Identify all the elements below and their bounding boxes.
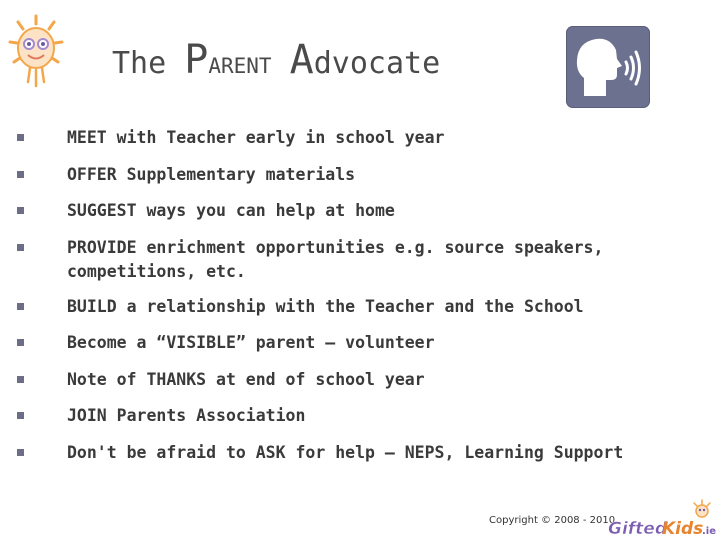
svg-text:.ie: .ie <box>702 526 717 537</box>
bullet-text: PROVIDE enrichment opportunities e.g. source speakers, competitions, etc. <box>67 237 604 281</box>
bullet-marker <box>17 134 24 141</box>
speaking-head-icon <box>566 26 650 108</box>
bullet-text: OFFER Supplementary materials <box>67 164 356 184</box>
bullet-item <box>14 331 719 355</box>
bullet-item <box>14 295 719 319</box>
bullet-item <box>14 199 719 223</box>
sun-face-logo-icon <box>6 10 66 90</box>
bullet-marker <box>17 449 24 456</box>
bullet-text: JOIN Parents Association <box>67 406 306 425</box>
bullet-marker <box>17 244 24 251</box>
bullet-marker <box>17 207 24 214</box>
bullet-text: BUILD a relationship with the Teacher and the School <box>67 296 584 316</box>
bullet-item <box>14 441 719 465</box>
bullet-text: Become a “VISIBLE” parent – volunteer <box>67 333 435 352</box>
bullet-item <box>14 404 719 428</box>
title-word2-rest: dvocate <box>313 46 441 81</box>
svg-text:Gifted: Gifted <box>608 519 668 539</box>
bullet-marker <box>17 303 24 310</box>
bullet-item <box>14 126 719 150</box>
copyright-notice: Copyright © 2008 - 2010 <box>489 515 616 526</box>
bullet-text: SUGGEST ways you can help at home <box>67 201 395 220</box>
svg-text:Kids: Kids <box>662 519 704 539</box>
title-word1-rest: arent <box>208 46 272 81</box>
title-word2-initial: A <box>289 37 314 83</box>
bullet-item <box>14 163 719 187</box>
bullet-list <box>14 126 719 477</box>
bullet-item <box>14 236 719 284</box>
speaker-icon-box <box>566 26 650 108</box>
bullet-text: Note of THANKS at end of school year <box>67 369 425 389</box>
bullet-marker <box>17 339 24 346</box>
title-prefix: The <box>112 46 167 81</box>
bullet-text: MEET with Teacher early in school year <box>67 128 445 147</box>
bullet-marker <box>17 376 24 383</box>
bullet-text: Don't be afraid to ASK for help – NEPS, Learning Support <box>67 442 624 462</box>
slide-title <box>112 37 441 83</box>
giftedkids-logo-icon <box>606 498 724 542</box>
bullet-item <box>14 368 719 392</box>
bullet-marker <box>17 171 24 178</box>
bullet-marker <box>17 412 24 419</box>
title-word1-initial: P <box>184 37 209 83</box>
